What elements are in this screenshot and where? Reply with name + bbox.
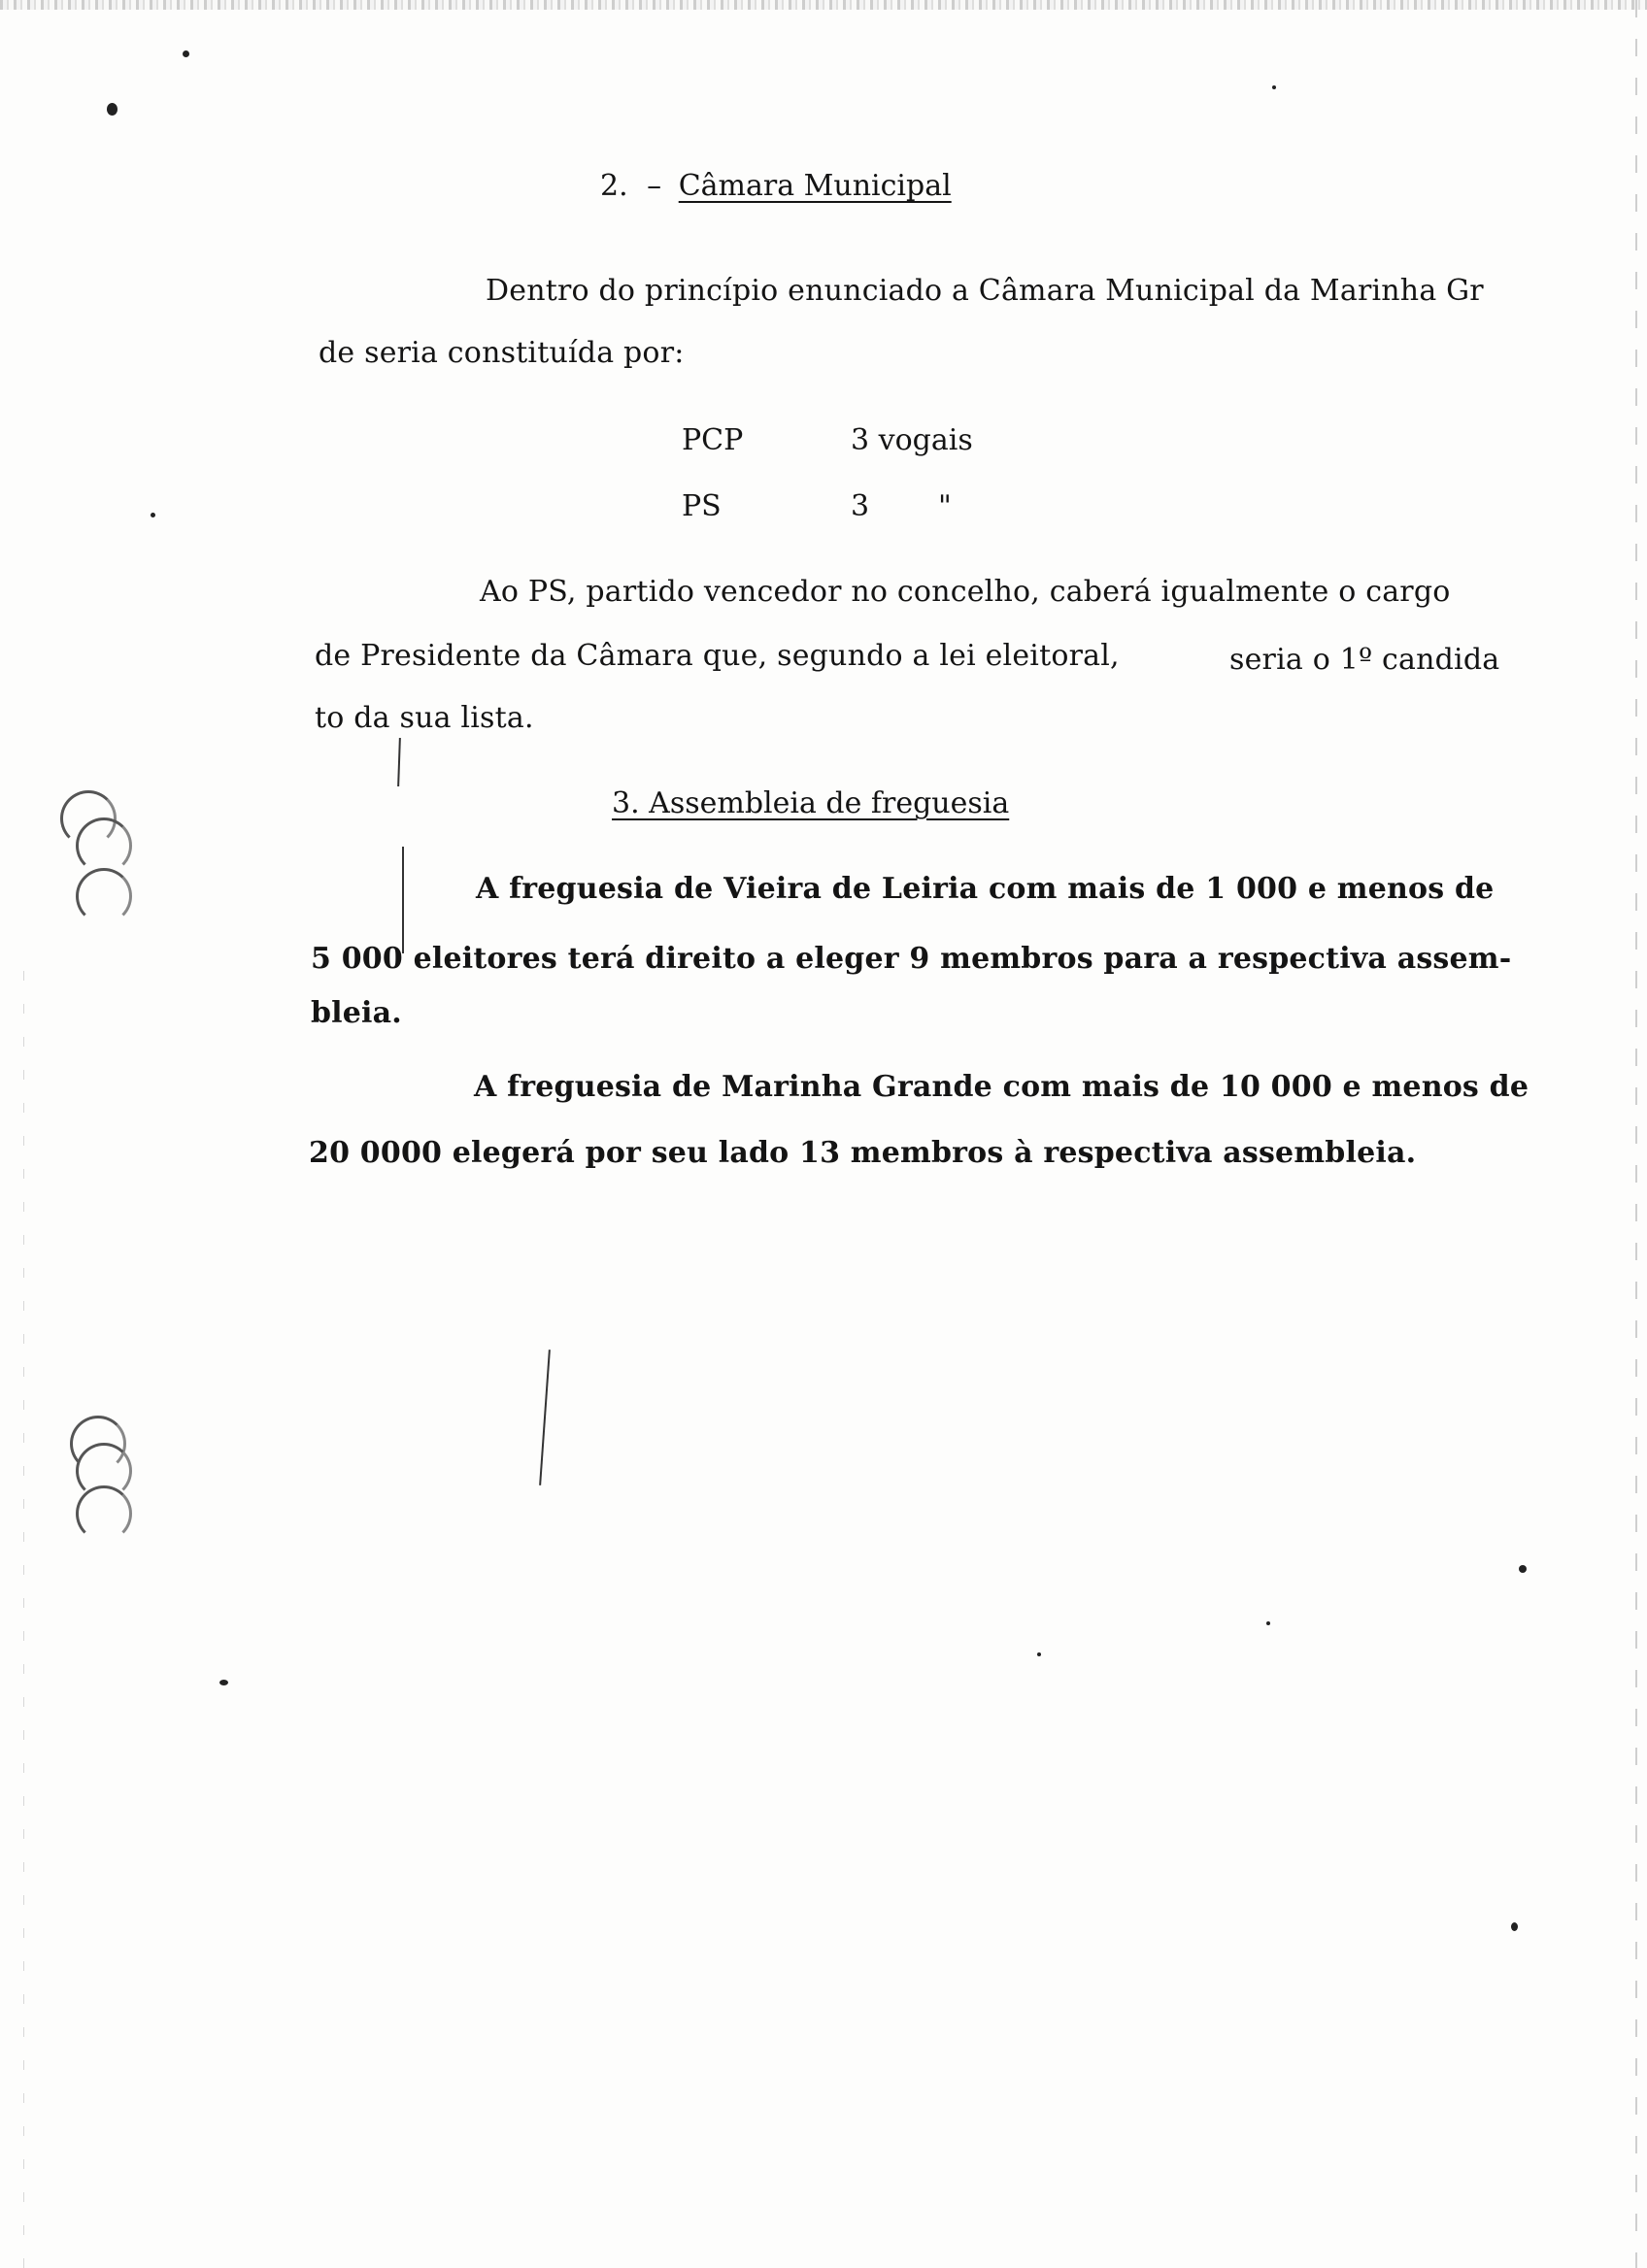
section-2-heading xyxy=(600,167,952,206)
speck xyxy=(219,1680,228,1685)
speck xyxy=(107,103,118,116)
speck xyxy=(1266,1621,1270,1625)
speck xyxy=(1519,1565,1527,1573)
paragraph-1-line-1: Dentro do princípio enunciado a Câmara Municipal da Marinha Gr xyxy=(486,274,1484,308)
table-row-ps-seats: 3 xyxy=(851,489,870,523)
paragraph-2-line-1: Ao PS, partido vencedor no concelho, caberá igualmente o cargo xyxy=(480,575,1451,609)
speck xyxy=(1511,1922,1518,1931)
paragraph-1-line-2: de seria constituída por: xyxy=(319,336,685,370)
speck xyxy=(1272,85,1276,89)
speck xyxy=(1037,1652,1041,1656)
table-row-ps-ditto: " xyxy=(938,489,952,523)
pen-mark xyxy=(539,1350,551,1485)
paragraph-2-line-3: to da sua lista. xyxy=(315,701,534,735)
section-2-number: 2. xyxy=(600,169,628,203)
speck xyxy=(151,513,155,517)
table-row-pcp-seats: 3 vogais xyxy=(851,423,973,457)
punch-hole-2 xyxy=(76,817,132,874)
paragraph-4-line-2: 20 0000 elegerá por seu lado 13 membros à respectiva assembleia. xyxy=(309,1136,1417,1170)
section-3-heading: 3. Assembleia de freguesia xyxy=(612,786,1010,820)
scan-left-edge xyxy=(23,971,24,2268)
table-row-pcp-party: PCP xyxy=(682,423,744,457)
scan-right-edge xyxy=(1635,0,1637,2268)
speck xyxy=(183,50,189,57)
paragraph-2-line-2a: de Presidente da Câmara que, segundo a lei eleitoral, xyxy=(315,639,1120,673)
punch-hole-6 xyxy=(76,1485,132,1542)
paragraph-3-line-3: bleia. xyxy=(311,996,402,1030)
section-2-dash: – xyxy=(647,169,662,203)
paragraph-4-line-1: A freguesia de Marinha Grande com mais de 10 000 e menos de xyxy=(474,1070,1529,1104)
paragraph-3-line-1: A freguesia de Vieira de Leiria com mais de 1 000 e menos de xyxy=(476,872,1495,906)
punch-hole-3 xyxy=(76,868,132,924)
paragraph-2-line-2b: seria o 1º candida xyxy=(1229,643,1500,677)
section-2-title: Câmara Municipal xyxy=(678,169,952,203)
pen-mark xyxy=(402,847,404,953)
table-row-ps-party: PS xyxy=(682,489,722,523)
scan-top-band xyxy=(0,0,1647,10)
paragraph-3-line-2: 5 000 eleitores terá direito a eleger 9 membros para a respectiva assem- xyxy=(311,942,1512,976)
pen-mark xyxy=(397,738,401,786)
